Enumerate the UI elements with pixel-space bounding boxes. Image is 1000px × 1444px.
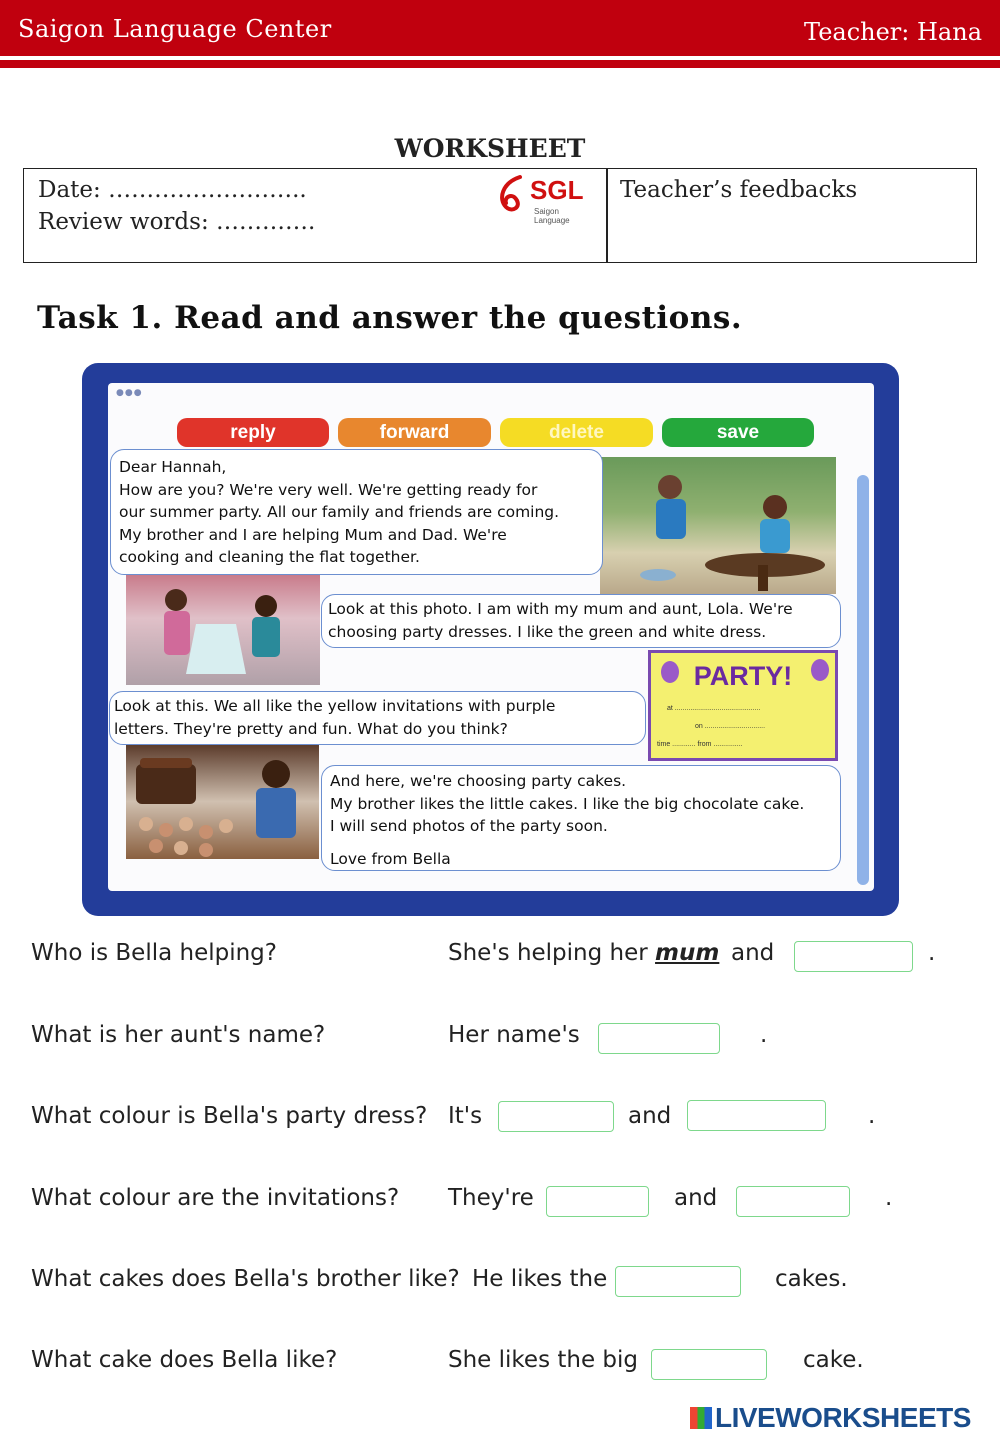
feedback-label: Teacher’s feedbacks [620, 177, 858, 203]
answer-4-input-2[interactable] [736, 1186, 850, 1217]
answer-4-input-1[interactable] [546, 1186, 649, 1217]
question-5: What cakes does Bella's brother like? [31, 1266, 460, 1292]
email-line: How are you? We're very well. We're getting ready for [119, 480, 538, 499]
answer-1-end: . [928, 940, 936, 966]
email-line: choosing party dresses. I like the green and white dress. [328, 622, 767, 641]
answer-5-end: cakes. [775, 1266, 848, 1292]
cakes-photo [126, 744, 319, 859]
answer-3-input-1[interactable] [498, 1101, 614, 1132]
question-3: What colour is Bella's party dress? [31, 1103, 428, 1129]
cleaning-scene-icon [600, 457, 836, 594]
party-at-line: at ............................................ [667, 705, 761, 712]
brand-text: LIVEWORKSHEETS [715, 1402, 971, 1433]
answer-6-prefix: She likes the big [448, 1347, 639, 1373]
email-line: cooking and cleaning the flat together. [119, 548, 420, 566]
liveworksheets-mark-icon [690, 1407, 712, 1429]
task-title: Task 1. Read and answer the questions. [37, 300, 743, 336]
email-line: And here, we're choosing party cakes. [330, 772, 627, 790]
center-name: Saigon Language Center [18, 15, 332, 43]
answer-1-and: and [731, 940, 775, 966]
email-line: letters. They're pretty and fun. What do you think? [114, 719, 508, 738]
question-4: What colour are the invitations? [31, 1185, 400, 1211]
email-signature: Love from Bella [330, 849, 451, 868]
email-dresses-bubble [321, 594, 841, 648]
email-line: My brother and I are helping Mum and Dad. We're [119, 525, 507, 544]
email-cakes-bubble [321, 765, 841, 871]
answer-3-and: and [628, 1103, 672, 1129]
answer-5-input[interactable] [615, 1266, 741, 1297]
email-line: Look at this photo. I am with my mum and aunt, Lola. We're [328, 600, 793, 618]
answer-3-input-2[interactable] [687, 1100, 826, 1131]
teacher-name: Teacher: Hana [804, 18, 982, 46]
review-words-label: Review words: …………. [38, 209, 316, 235]
email-greeting-bubble [110, 449, 603, 575]
answer-3-prefix: It's [448, 1103, 483, 1129]
answer-5-prefix: He likes the [472, 1266, 608, 1292]
answer-6-input[interactable] [651, 1349, 767, 1380]
worksheet-title: WORKSHEET [394, 134, 586, 163]
party-title: PARTY! [693, 661, 793, 691]
answer-4-prefix: They're [448, 1185, 534, 1211]
delete-button: delete [500, 418, 653, 447]
info-box [23, 168, 977, 263]
cakes-scene-icon [126, 744, 319, 859]
save-button: save [662, 418, 814, 447]
window-controls-icon: ●●● [116, 388, 143, 398]
dress-shopping-photo [126, 574, 320, 685]
question-2: What is her aunt's name? [31, 1022, 326, 1048]
logo-subtext: Saigon Language [534, 207, 570, 225]
cleaning-photo [600, 457, 836, 594]
header-underline [0, 60, 1000, 68]
answer-4-and: and [674, 1185, 718, 1211]
answer-4-end: . [885, 1185, 893, 1211]
party-invitation-card [648, 650, 838, 761]
email-line: Look at this. We all like the yellow invitations with purple [114, 697, 556, 715]
email-line: I will send photos of the party soon. [330, 817, 608, 835]
email-line: My brother likes the little cakes. I like the big chocolate cake. [330, 794, 805, 813]
party-on-line: on ............................... [695, 723, 766, 730]
answer-6-end: cake. [803, 1347, 864, 1373]
email-line: our summer party. All our family and friends are coming. [119, 503, 560, 521]
sgl-swirl-icon [492, 173, 532, 217]
answer-1-input[interactable] [794, 941, 913, 972]
reply-button: reply [177, 418, 329, 447]
party-time-line: time ............ from ............... [657, 741, 743, 748]
question-6: What cake does Bella like? [31, 1347, 338, 1373]
forward-button: forward [338, 418, 491, 447]
info-divider [606, 169, 608, 262]
example-answer: mum [655, 940, 720, 966]
question-1: Who is Bella helping? [31, 940, 277, 966]
email-line: Dear Hannah, [119, 458, 227, 476]
answer-2-input[interactable] [598, 1023, 720, 1054]
sgl-logo [492, 173, 596, 225]
answer-1-prefix: She's helping her mum [448, 940, 720, 966]
liveworksheets-logo [690, 1402, 971, 1434]
email-scrollbar [857, 475, 869, 885]
answer-3-end: . [868, 1103, 876, 1129]
answer-2-end: . [760, 1022, 768, 1048]
date-label: Date: …………………….. [38, 177, 307, 203]
dress-scene-icon [126, 574, 320, 685]
logo-text: SGL [530, 175, 584, 205]
answer-2-prefix: Her name's [448, 1022, 580, 1048]
header-bar [0, 0, 1000, 56]
email-invitations-bubble [109, 691, 646, 745]
